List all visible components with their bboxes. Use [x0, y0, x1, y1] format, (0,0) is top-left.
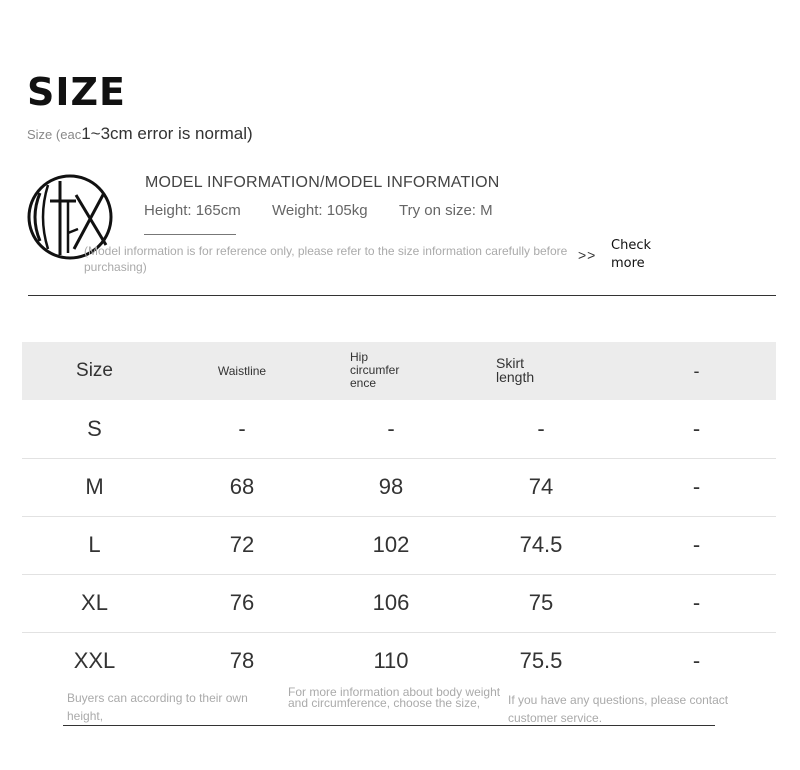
table-row [22, 574, 776, 632]
cell-hip: - [317, 400, 465, 458]
table-header-row [22, 342, 776, 400]
cell-size: XXL [73, 648, 116, 674]
footer-note-contact: If you have any questions, please contact customer service. [508, 693, 729, 725]
model-try-on-size: Try on size: M [399, 202, 493, 219]
table-row [22, 632, 776, 690]
cell-waistline: 68 [167, 458, 317, 516]
footer-note-height: Buyers can according to their own height, [67, 691, 248, 723]
cell-hip: 106 [317, 574, 465, 632]
cell-size: M [22, 458, 167, 516]
subtitle-prefix: Size (eac [27, 127, 82, 142]
header-skirt [465, 342, 617, 400]
cell-extra: - [617, 574, 776, 632]
cell-extra: - [692, 648, 701, 674]
height-underline [144, 234, 236, 235]
size-subtitle [27, 124, 253, 144]
page-title: SIZE [27, 70, 127, 114]
header-hip [317, 342, 465, 400]
double-arrow-icon: >> [578, 247, 597, 263]
cell-extra: - [617, 516, 776, 574]
table-row [22, 458, 776, 516]
cell-skirt-length: 74.5 [465, 516, 617, 574]
cell-waistline: 78 [229, 648, 255, 674]
cell-size: S [22, 400, 167, 458]
check-more-link[interactable]: Check more [611, 238, 651, 271]
cell-hip: 102 [317, 516, 465, 574]
header-hip-label: Hip circumfer ence [350, 349, 400, 390]
header-skirt-label: Skirt length [496, 354, 535, 385]
cell-skirt-length: 75 [465, 574, 617, 632]
section-divider [28, 295, 776, 296]
footer-note-weight: For more information about body weight and circumference, choose the size, [288, 685, 501, 710]
model-note: (Model information is for reference only, please refer to the size information carefully before purchasing) [84, 244, 568, 274]
cell-skirt-length: - [465, 400, 617, 458]
header-waistline: Waistline [167, 342, 317, 400]
model-info-title: MODEL INFORMATION/MODEL INFORMATION [145, 174, 500, 191]
cell-skirt-length: 74 [465, 458, 617, 516]
cell-waistline: 72 [167, 516, 317, 574]
footer-divider [63, 725, 715, 726]
cell-extra: - [617, 458, 776, 516]
cell-waistline: - [167, 400, 317, 458]
subtitle-main: 1~3cm error is normal) [81, 124, 253, 143]
size-table [22, 342, 776, 690]
cell-size: XL [22, 574, 167, 632]
table-row [22, 516, 776, 574]
header-extra: - [617, 342, 776, 400]
model-height: Height: 165cm [144, 202, 241, 219]
cell-size: L [22, 516, 167, 574]
cell-extra: - [617, 400, 776, 458]
cell-hip: 98 [317, 458, 465, 516]
header-size: Size [22, 342, 167, 400]
cell-skirt-length: 75.5 [519, 648, 563, 674]
model-weight: Weight: 105kg [272, 202, 368, 219]
cell-waistline: 76 [167, 574, 317, 632]
table-row [22, 400, 776, 458]
cell-hip: 110 [373, 648, 409, 674]
